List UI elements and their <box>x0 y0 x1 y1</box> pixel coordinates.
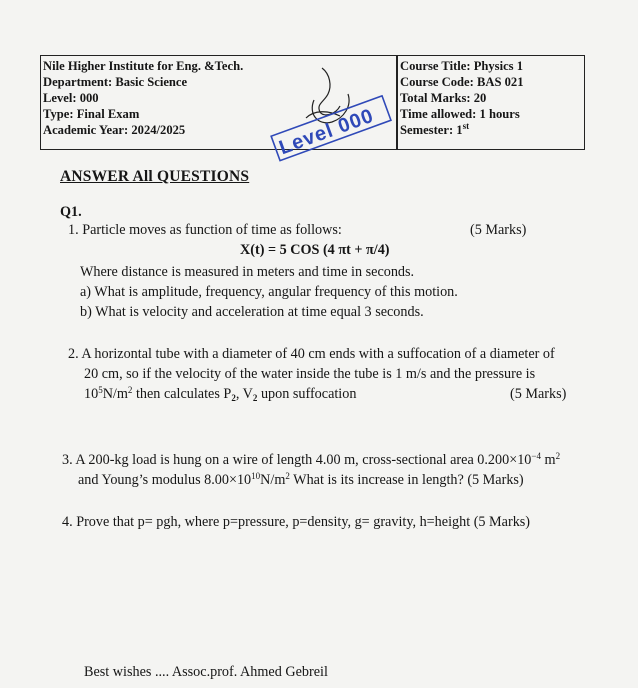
exam-type: Type: Final Exam <box>43 107 140 121</box>
problem-2-line-2: 20 cm, so if the velocity of the water inside the tube is 1 m/s and the pressure is <box>84 366 536 382</box>
header-right-column <box>400 58 524 138</box>
stamp-text: Level 000 <box>276 104 377 160</box>
institute-name: Nile Higher Institute for Eng. &Tech. <box>43 59 244 73</box>
problem-3-line-1: 3. A 200-kg load is hung on a wire of length 4.00 m, cross-sectional area $0.200\times 10^{-4}$ $m^2$ <box>62 451 561 468</box>
semester: Semester: 1st <box>400 121 470 137</box>
instructions-heading: ANSWER All QUESTIONS <box>60 168 250 185</box>
course-title: Course Title: Physics 1 <box>400 59 524 73</box>
course-code: Course Code: BAS 021 <box>400 75 524 89</box>
level: Level: 000 <box>43 91 99 105</box>
problem-1-part-a: a) What is amplitude, frequency, angular frequency of this motion. <box>80 284 458 300</box>
question-1-label: Q1. <box>60 204 82 220</box>
stamp-frame <box>271 96 391 161</box>
problem-2-marks: (5 Marks) <box>510 386 567 402</box>
problem-1-note: Where distance is measured in meters and time in seconds. <box>80 264 415 280</box>
problem-2-line-1: 2. A horizontal tube with a diameter of 40 cm ends with a suffocation of a diameter of <box>68 346 555 362</box>
problem-1-part-b: b) What is velocity and acceleration at time equal 3 seconds. <box>80 304 424 320</box>
level-stamp <box>270 60 400 180</box>
footer-signature: Best wishes .... Assoc.prof. Ahmed Gebreil <box>84 664 328 680</box>
header-left-column <box>43 58 243 138</box>
time-allowed: Time allowed: 1 hours <box>400 107 520 121</box>
academic-year: Academic Year: 2024/2025 <box>43 123 186 137</box>
department: Department: Basic Science <box>43 75 188 89</box>
problem-1-marks: (5 Marks) <box>470 222 527 238</box>
problem-3-line-2: and Young’s modulus $8.00\times 10^{10}N/m^2$ What is its increase in length? (5 Marks) <box>78 471 524 488</box>
problem-4-text: 4. Prove that p= pgh, where p=pressure, p=density, g= gravity, h=height (5 Marks) <box>62 514 531 530</box>
total-marks: Total Marks: 20 <box>400 91 487 105</box>
problem-1-equation: X(t) = 5 COS (4 πt + π/4) <box>240 242 390 258</box>
problem-2-line-3: $10^5N/m^2$ then calculates $P_2$, $V_2$ upon suffocation <box>84 385 357 403</box>
problem-1-text: 1. Particle moves as function of time as follows: <box>68 222 342 238</box>
